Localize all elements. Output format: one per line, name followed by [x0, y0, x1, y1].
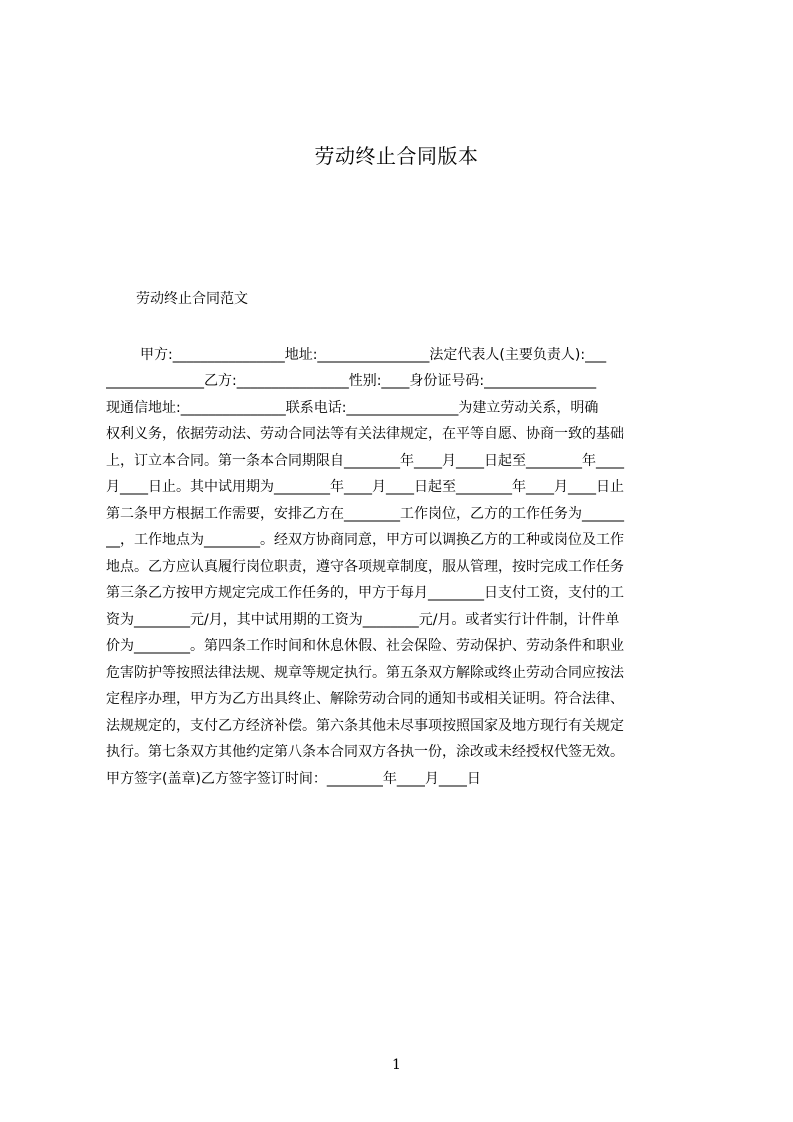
body-line: 现通信地址:_______________联系电话:________________为建立劳动关系，明确	[106, 400, 599, 416]
body-line: 上，订立本合同。第一条本合同期限自________年____月____日起至________年____	[106, 453, 624, 469]
body-line: ______________乙方:________________性别:____身份证号码:________________	[106, 373, 597, 389]
document-title: 劳动终止合同版本	[314, 144, 479, 168]
body-line: 第三条乙方按甲方规定完成工作任务的，甲方于每月________日支付工资，支付的工	[106, 585, 624, 601]
body-line: 地点。乙方应认真履行岗位职责，遵守各项规章制度，服从管理，按时完成工作任务	[106, 559, 624, 575]
body-line: 月____日止。其中试用期为________年____月____日起至________年____月____日止	[106, 479, 624, 495]
signature-line: 甲方签字(盖章)乙方签字签订时间：________年____月____日	[106, 771, 481, 787]
body-line: 第二条甲方根据工作需要，安排乙方在________工作岗位，乙方的工作任务为______	[106, 506, 624, 522]
body-line: 甲方:________________地址:________________法定代表人(主要负责人):___	[140, 347, 607, 363]
body-line: 资为________元/月，其中试用期的工资为________元/月。或者实行计件制，计件单	[106, 612, 620, 628]
body-line: 价为________。第四条工作时间和休息休假、社会保险、劳动保护、劳动条件和职业	[106, 638, 624, 654]
body-line: 法规规定的，支付乙方经济补偿。第六条其他未尽事项按照国家及地方现行有关规定	[106, 718, 624, 734]
page-number: 1	[392, 1057, 401, 1073]
body-line: __，工作地点为________。经双方协商同意，甲方可以调换乙方的工种或岗位及工作	[106, 532, 624, 548]
body-line: 定程序办理，甲方为乙方出具终止、解除劳动合同的通知书或相关证明。符合法律、	[106, 691, 624, 707]
body-line: 权利义务，依据劳动法、劳动合同法等有关法律规定，在平等自愿、协商一致的基础	[106, 426, 624, 442]
document-subtitle: 劳动终止合同范文	[136, 291, 248, 307]
body-line: 危害防护等按照法律法规、规章等规定执行。第五条双方解除或终止劳动合同应按法	[106, 665, 624, 681]
body-line: 执行。第七条双方其他约定第八条本合同双方各执一份，涂改或未经授权代签无效。	[106, 744, 624, 760]
